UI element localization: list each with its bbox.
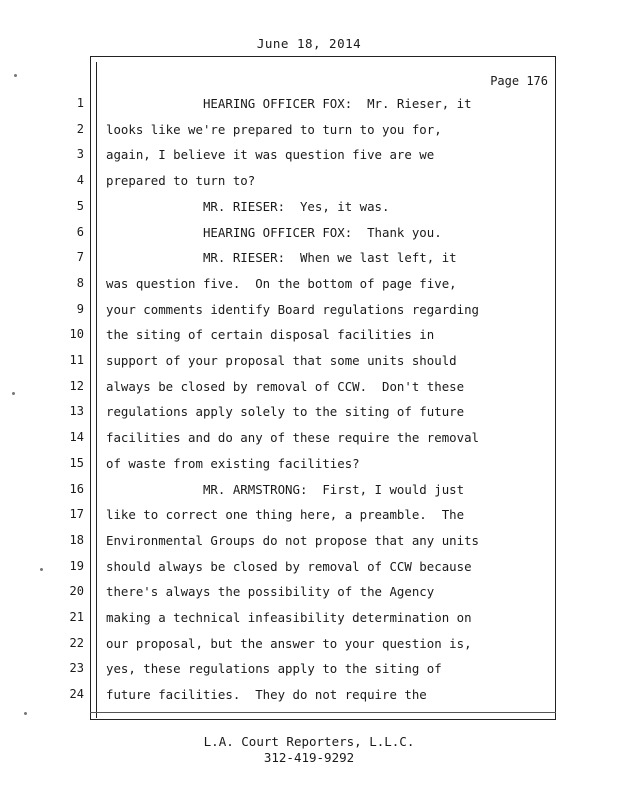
transcript-line: like to correct one thing here, a preamble. The [106, 507, 465, 522]
line-number: 9 [76, 302, 84, 316]
line-number: 5 [76, 199, 84, 213]
footer-company: L.A. Court Reporters, L.L.C. [203, 734, 415, 749]
transcript-line: HEARING OFFICER FOX: Mr. Rieser, it [106, 96, 472, 111]
transcript-line: making a technical infeasibility determination on [106, 610, 472, 625]
scan-speck [12, 392, 15, 395]
line-number: 3 [76, 147, 84, 161]
transcript-line: the siting of certain disposal facilities in [106, 327, 435, 342]
scan-speck [40, 568, 43, 571]
line-number: 6 [76, 225, 84, 239]
line-number: 12 [69, 379, 84, 393]
transcript-line: always be closed by removal of CCW. Don't these [106, 379, 465, 394]
line-number: 15 [69, 456, 84, 470]
transcript-line: was question five. On the bottom of page five, [106, 276, 457, 291]
transcript-line: our proposal, but the answer to your question is, [106, 636, 472, 651]
transcript-line: prepared to turn to? [106, 173, 256, 188]
line-number: 22 [69, 636, 84, 650]
transcript-line: future facilities. They do not require the [106, 687, 427, 702]
line-number: 20 [69, 584, 84, 598]
line-number: 8 [76, 276, 84, 290]
transcript-line: should always be closed by removal of CCW because [106, 559, 472, 574]
line-number: 19 [69, 559, 84, 573]
transcript-line: looks like we're prepared to turn to you for, [106, 122, 442, 137]
transcript-line: there's always the possibility of the Agency [106, 584, 435, 599]
frame-bottom-rule [90, 712, 556, 713]
line-number: 18 [69, 533, 84, 547]
line-number: 17 [69, 507, 84, 521]
transcript-line: MR. RIESER: When we last left, it [106, 250, 457, 265]
footer-phone: 312-419-9292 [263, 750, 355, 765]
line-number: 7 [76, 250, 84, 264]
line-number: 23 [69, 661, 84, 675]
transcript-line: Environmental Groups do not propose that any units [106, 533, 479, 548]
transcript-line: again, I believe it was question five are we [106, 147, 435, 162]
page-number: Page 176 [490, 74, 548, 88]
frame-margin-rule [96, 62, 99, 718]
transcript-line: of waste from existing facilities? [106, 456, 360, 471]
transcript-line: yes, these regulations apply to the siting of [106, 661, 442, 676]
transcript-line: support of your proposal that some units should [106, 353, 457, 368]
line-number: 10 [69, 327, 84, 341]
line-number: 24 [69, 687, 84, 701]
transcript-line: MR. ARMSTRONG: First, I would just [106, 482, 465, 497]
line-number: 2 [76, 122, 84, 136]
scan-speck [24, 712, 27, 715]
line-number: 21 [69, 610, 84, 624]
transcript-line: HEARING OFFICER FOX: Thank you. [106, 225, 442, 240]
line-number: 14 [69, 430, 84, 444]
transcript-line: facilities and do any of these require the removal [106, 430, 479, 445]
scan-speck [14, 74, 17, 77]
transcript-line: your comments identify Board regulations regarding [106, 302, 479, 317]
line-number: 16 [69, 482, 84, 496]
header-date: June 18, 2014 [256, 36, 362, 51]
line-number: 4 [76, 173, 84, 187]
transcript-line: regulations apply solely to the siting of future [106, 404, 465, 419]
line-number: 13 [69, 404, 84, 418]
line-number: 11 [69, 353, 84, 367]
transcript-line: MR. RIESER: Yes, it was. [106, 199, 390, 214]
line-number: 1 [76, 96, 84, 110]
